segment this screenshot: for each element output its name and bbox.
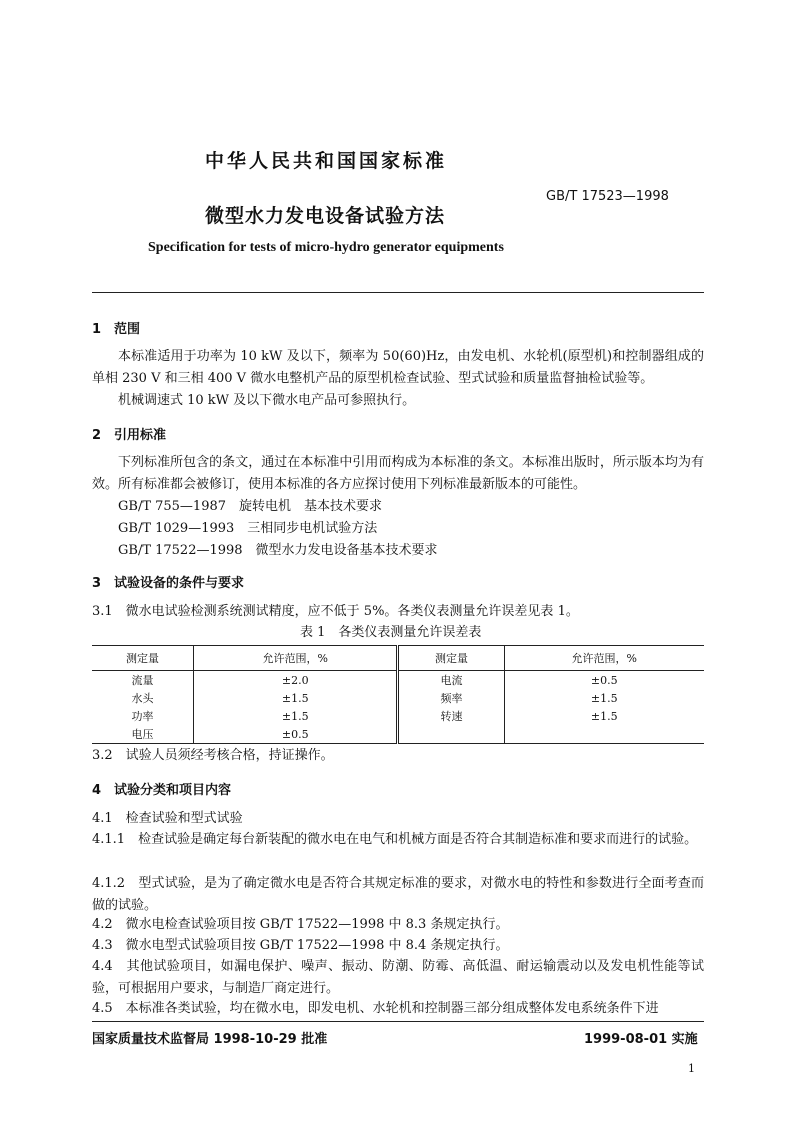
reference-item: GB/T 17522—1998 微型水力发电设备基本技术要求 [118, 543, 438, 558]
table-header-cell: 允许范围，% [194, 646, 398, 671]
section-1-paragraph-2: 机械调速式 10 kW 及以下微水电产品可参照执行。 [118, 393, 416, 408]
table-cell: 电流 [398, 671, 504, 690]
section-2-paragraph-1: 下列标准所包含的条文，通过在本标准中引用而构成为本标准的条文。本标准出版时，所示版本均为有效。所有标准都会被修订，使用本标准的各方应探讨使用下列标准最新版本的可能性。 [92, 455, 704, 492]
table-cell: ±1.5 [194, 707, 398, 725]
table-cell: 功率 [92, 707, 194, 725]
approval-date: 国家质量技术监督局 1998-10-29 批准 [92, 1032, 328, 1047]
section-4-heading: 4 试验分类和项目内容 [92, 783, 232, 798]
clause-4-5: 4.5 本标准各类试验，均在微水电，即发电机、水轮机和控制器三部分组成整体发电系统条件下进 [92, 1001, 659, 1016]
table-cell: ±1.5 [194, 689, 398, 707]
table-cell: ±0.5 [194, 725, 398, 744]
clause-3-2: 3.2 试验人员须经考核合格，持证操作。 [92, 748, 334, 763]
table-header-cell: 允许范围，% [504, 646, 704, 671]
clause-4-2: 4.2 微水电检查试验项目按 GB/T 17522—1998 中 8.3 条规定执行。 [92, 917, 509, 932]
clause-4-4: 4.4 其他试验项目，如漏电保护、噪声、振动、防潮、防霉、高低温、耐运输震动以及发电机性能等试验，可根据用户要求，与制造厂商定进行。 [92, 959, 704, 996]
table-cell: ±1.5 [590, 691, 618, 705]
table-cell: 电压 [92, 725, 194, 744]
table-header-cell: 测定量 [92, 646, 194, 671]
tolerance-table [92, 645, 704, 744]
table-cell: ±1.5 [590, 709, 618, 723]
header-rule [92, 292, 704, 293]
table-cell [504, 725, 704, 744]
standard-title: 微型水力发电设备试验方法 [205, 205, 446, 227]
table-row [92, 689, 704, 707]
clause-4-1-2: 4.1.2 型式试验，是为了确定微水电是否符合其规定标准的要求，对微水电的特性和参数进行全面考查而做的试验。 [92, 876, 704, 913]
table-cell: 水头 [92, 689, 194, 707]
section-3-heading: 3 试验设备的条件与要求 [92, 576, 245, 591]
table-cell: ±2.0 [194, 671, 398, 690]
table-caption: 表 1 各类仪表测量允许误差表 [300, 625, 482, 640]
table-cell: 流量 [92, 671, 194, 690]
section-2-heading: 2 引用标准 [92, 428, 167, 443]
national-standard-title: 中华人民共和国国家标准 [205, 150, 448, 172]
section-1-heading: 1 范围 [92, 322, 141, 337]
table-cell: 转速 [398, 707, 504, 725]
table-row [92, 671, 704, 690]
standard-code: GB/T 17523—1998 [546, 189, 669, 204]
section-1-paragraph-1: 本标准适用于功率为 10 kW 及以下，频率为 50(60)Hz，由发电机、水轮机(原型机)和控制器组成的单相 230 V 和三相 400 V 微水电整机产品的原型机检查试验、型式试验和质量监督抽检试验等。 [92, 349, 704, 386]
clause-4-1: 4.1 检查试验和型式试验 [92, 811, 243, 826]
table-cell: ±0.5 [590, 673, 618, 687]
clause-3-1: 3.1 微水电试验检测系统测试精度，应不低于 5%。各类仪表测量允许误差见表 1。 [92, 604, 579, 619]
table-cell: 频率 [398, 689, 504, 707]
clause-4-1-1: 4.1.1 检查试验是确定每台新装配的微水电在电气和机械方面是否符合其制造标准和要求而进行的试验。 [92, 832, 698, 847]
footer-rule [92, 1021, 704, 1022]
table-header-cell: 测定量 [398, 646, 504, 671]
reference-item: GB/T 1029—1993 三相同步电机试验方法 [118, 521, 378, 536]
reference-item: GB/T 755—1987 旋转电机 基本技术要求 [118, 499, 383, 514]
table-cell [398, 725, 504, 744]
page-number: 1 [688, 1062, 695, 1075]
english-title: Specification for tests of micro-hydro generator equipments [148, 240, 504, 255]
table-row [92, 707, 704, 725]
effective-date: 1999-08-01 实施 [584, 1032, 698, 1047]
table-row [92, 725, 704, 744]
clause-4-3: 4.3 微水电型式试验项目按 GB/T 17522—1998 中 8.4 条规定执行。 [92, 938, 509, 953]
